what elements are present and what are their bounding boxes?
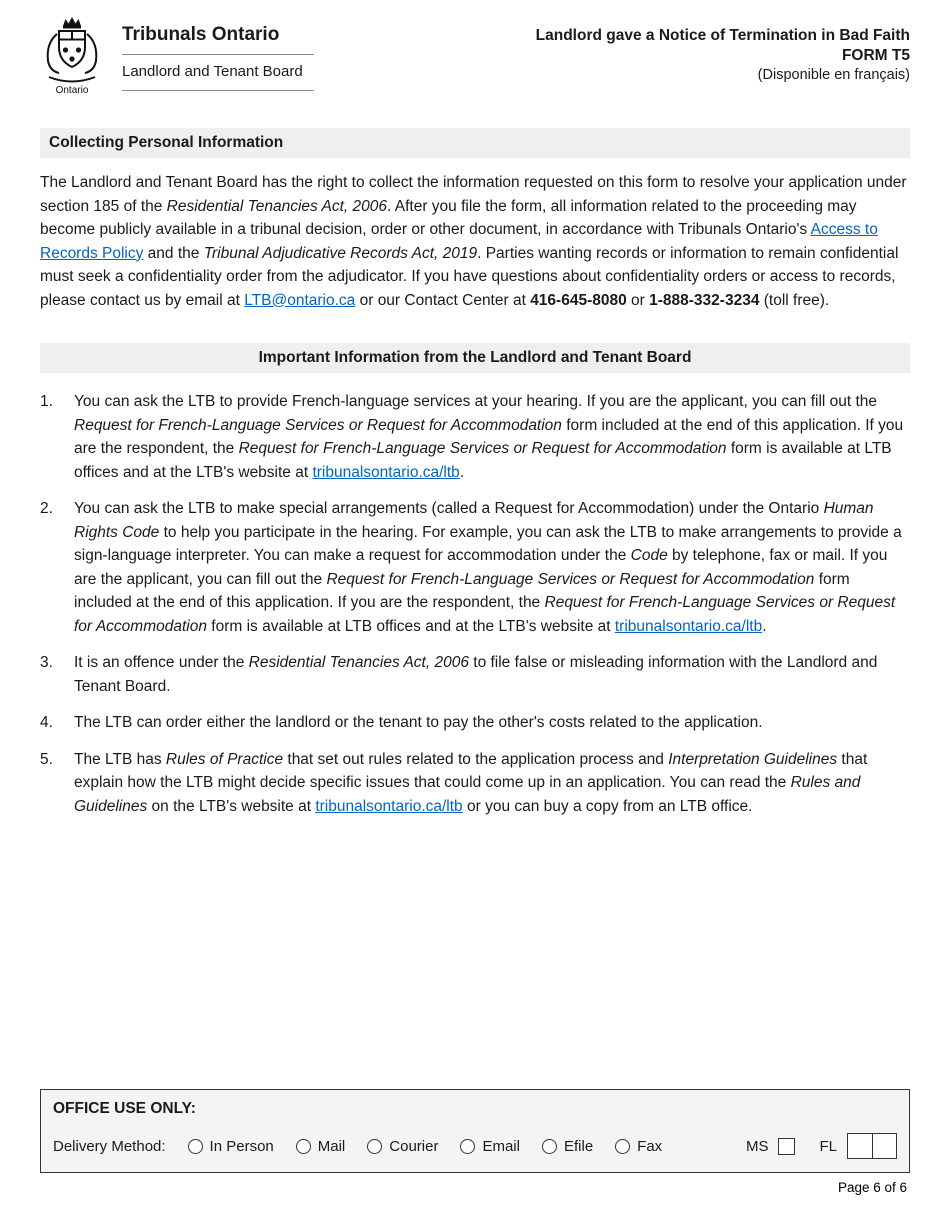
text-segment: Interpretation Guidelines: [668, 750, 838, 768]
inline-link[interactable]: LTB@ontario.ca: [244, 291, 356, 309]
list-item-text: [74, 748, 910, 819]
delivery-option-mail[interactable]: [296, 1138, 346, 1155]
radio-efile[interactable]: [542, 1139, 557, 1154]
list-item-number: 4.: [40, 714, 53, 731]
text-segment: 416-645-8080: [530, 291, 627, 309]
text-segment: The LTB can order either the landlord or the tenant to pay the other's costs related to the application.: [74, 714, 763, 731]
text-segment: form is available at LTB offices and at the LTB's website at: [206, 617, 615, 635]
fl-input-boxes[interactable]: [847, 1133, 897, 1159]
text-segment: and the: [143, 244, 204, 262]
office-use-box: [40, 1089, 910, 1173]
org-name: Tribunals Ontario: [122, 24, 314, 55]
delivery-method-row: [53, 1133, 897, 1159]
ontario-coat-of-arms-logo: [40, 14, 104, 103]
text-segment: (toll free).: [759, 291, 830, 309]
delivery-option-email[interactable]: [460, 1138, 520, 1155]
list-item-number: 5.: [40, 750, 53, 768]
list-item-text: [74, 651, 910, 698]
form-title: Landlord gave a Notice of Termination in Bad Faith: [535, 27, 910, 44]
radio-fax[interactable]: [615, 1139, 630, 1154]
inline-link[interactable]: tribunalsontario.ca/ltb: [312, 463, 460, 481]
list-item-text: [74, 390, 910, 484]
list-item-text: [74, 711, 910, 735]
radio-mail[interactable]: [296, 1139, 311, 1154]
brand-text: [122, 14, 314, 91]
delivery-option-label: In Person: [209, 1137, 274, 1155]
text-segment: 1-888-332-3234: [649, 291, 760, 309]
list-item-number: 2.: [40, 500, 53, 517]
text-segment: You can ask the LTB to provide French-language services at your hearing. If you are the applicant, you can fill out the: [74, 393, 878, 410]
delivery-option-label: Mail: [317, 1137, 346, 1155]
text-segment: It is an offence under the: [74, 654, 249, 671]
text-segment: Rules of Practice: [165, 750, 284, 768]
text-segment: . After you file the form, all information related to the proceeding may become publicly available in a tribunal decision, order or other document, in accordance with Tribunals Ontario's: [40, 197, 857, 238]
text-segment: to file false or misleading information with the Landlord and Tenant Board.: [74, 654, 878, 695]
text-segment: Residential Tenancies Act, 2006: [166, 197, 387, 215]
text-segment: You can ask the LTB to make special arrangements (called a Request for Accommodation) under the Ontario: [74, 500, 824, 517]
radio-email[interactable]: [460, 1139, 475, 1154]
text-segment: Human Rights Code: [74, 500, 874, 541]
ms-label: MS: [745, 1137, 769, 1155]
text-segment: Rules and Guidelines: [74, 774, 861, 815]
ms-checkbox[interactable]: [778, 1138, 795, 1155]
header: [40, 14, 910, 103]
text-segment: or our Contact Center at: [355, 291, 531, 309]
form-subtitle-french: (Disponible en français): [757, 67, 910, 84]
fl-cell-2[interactable]: [872, 1134, 897, 1158]
delivery-option-label: Email: [482, 1137, 520, 1155]
delivery-option-label: Courier: [389, 1137, 439, 1155]
section-important-information: [40, 343, 910, 818]
delivery-option-fax[interactable]: [615, 1138, 662, 1155]
text-segment: to help you participate in the hearing. For example, you can ask the LTB to make arrangements to provide a sign-language interpreter. You can make a request for accommodation under the: [74, 523, 902, 564]
list-item: [40, 748, 910, 819]
fl-cell-1[interactable]: [848, 1134, 872, 1158]
form-identification: [536, 14, 910, 85]
list-item-number: 3.: [40, 654, 53, 671]
collecting-paragraph: [40, 171, 910, 312]
delivery-option-courier[interactable]: [367, 1138, 438, 1155]
text-segment: Request for French-Language Services or Request for Accommodation: [238, 440, 727, 457]
text-segment: that set out rules related to the application process and: [283, 750, 669, 768]
inline-link[interactable]: Access to Records Policy: [40, 221, 878, 262]
text-segment: form included at the end of this application. If you are the respondent, the: [74, 416, 904, 457]
text-segment: Code: [630, 547, 668, 564]
board-name: Landlord and Tenant Board: [122, 55, 314, 91]
delivery-option-efile[interactable]: [542, 1138, 593, 1155]
list-item-number: 1.: [40, 393, 53, 410]
list-item: [40, 497, 910, 638]
delivery-option-label: Fax: [637, 1137, 663, 1155]
coat-of-arms-icon: [40, 14, 104, 98]
text-segment: that explain how the LTB might decide specific issues that could come up in an application. You can read the: [74, 750, 868, 791]
text-segment: . Parties wanting records or information to remain confidential must seek a confidentiality order from the adjudicator. If you have questions about confidentiality orders or access to records, please contact us by email at: [40, 244, 899, 309]
list-item: [40, 651, 910, 698]
logo-caption: Ontario: [55, 85, 89, 96]
delivery-option-in-person[interactable]: [188, 1138, 274, 1155]
inline-link[interactable]: tribunalsontario.ca/ltb: [315, 797, 463, 815]
text-segment: .: [762, 617, 767, 635]
office-use-title: OFFICE USE ONLY:: [53, 1100, 196, 1117]
brand-block: [40, 14, 314, 103]
text-segment: or: [626, 291, 650, 309]
radio-courier[interactable]: [367, 1139, 382, 1154]
list-item-text: [74, 497, 910, 638]
text-segment: Request for French-Language Services or Request for Accommodation: [326, 570, 815, 588]
form-number: FORM T5: [841, 47, 910, 65]
text-segment: The LTB has: [74, 750, 166, 768]
text-segment: The Landlord and Tenant Board has the right to collect the information requested on this form to resolve your application under section 185 of the: [40, 174, 907, 215]
important-info-list: [40, 390, 910, 818]
section-title-collecting: Collecting Personal Information: [40, 128, 910, 158]
text-segment: by telephone, fax or mail. If you are the applicant, you can fill out the: [74, 547, 888, 588]
text-segment: Residential Tenancies Act, 2006: [248, 654, 469, 671]
office-codes-group: [746, 1133, 897, 1159]
text-segment: or you can buy a copy from an LTB office.: [462, 797, 753, 815]
text-segment: Request for French-Language Services or Request for Accommodation: [74, 594, 896, 635]
delivery-option-label: Efile: [563, 1137, 594, 1155]
text-segment: .: [459, 463, 465, 481]
fl-label: FL: [819, 1137, 837, 1155]
text-segment: form is available at LTB offices and at the LTB's website at: [74, 440, 892, 481]
text-segment: Tribunal Adjudicative Records Act, 2019: [203, 244, 478, 262]
radio-in-person[interactable]: [188, 1139, 203, 1154]
text-segment: on the LTB's website at: [147, 797, 316, 815]
list-item: [40, 711, 910, 735]
section-collecting-personal-information: [40, 128, 910, 312]
section-title-important: Important Information from the Landlord and Tenant Board: [40, 343, 910, 373]
delivery-method-label: Delivery Method:: [53, 1137, 166, 1155]
page-number: Page 6 of 6: [837, 1180, 907, 1195]
inline-link[interactable]: tribunalsontario.ca/ltb: [614, 617, 763, 635]
list-item: [40, 390, 910, 484]
text-segment: form included at the end of this application. If you are the respondent, the: [74, 570, 850, 611]
text-segment: Request for French-Language Services or Request for Accommodation: [74, 416, 562, 434]
